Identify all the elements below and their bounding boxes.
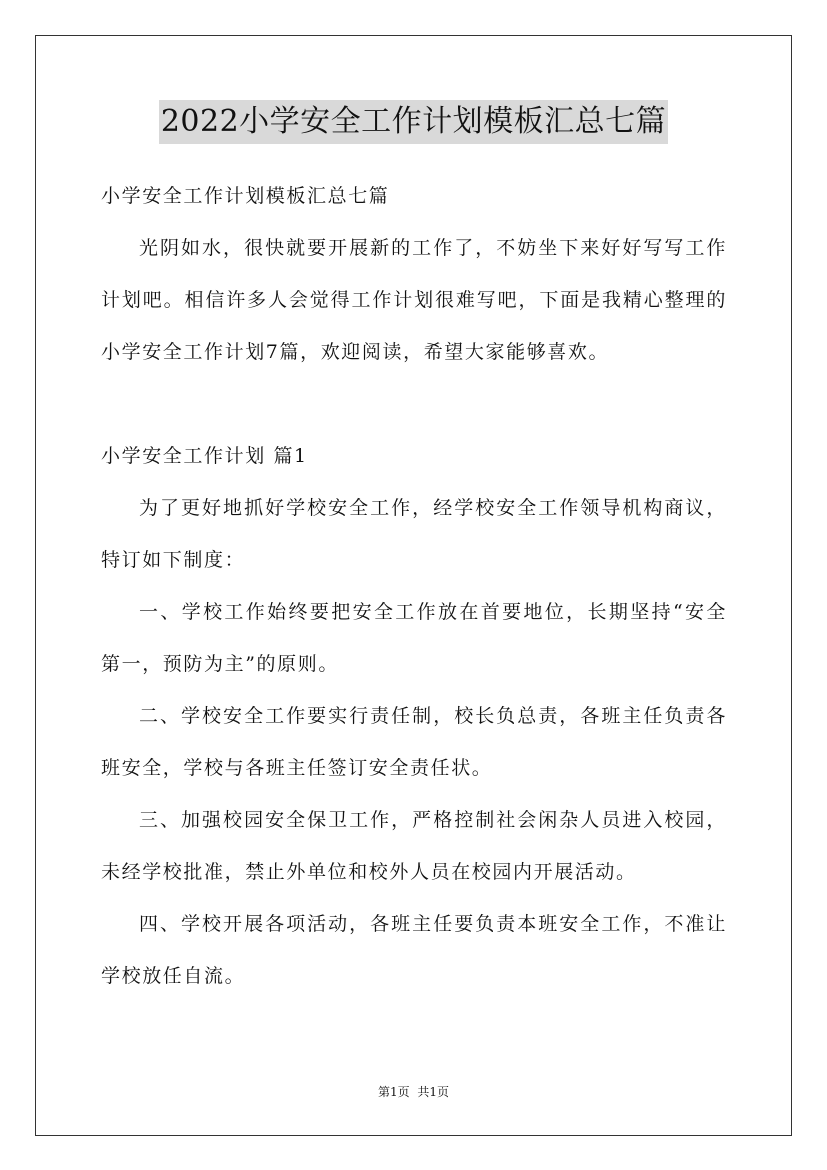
paragraph-5: 四、学校开展各项活动，各班主任要负责本班安全工作，不准让学校放任自流。 <box>101 913 727 987</box>
section-heading: 小学安全工作计划 篇1 <box>101 445 308 467</box>
paragraph-3: 二、学校安全工作要实行责任制，校长负总责，各班主任负责各班安全，学校与各班主任签订安全责任状。 <box>101 705 727 779</box>
title-container <box>0 100 827 144</box>
page-total: 共1页 <box>417 1085 450 1099</box>
intro-paragraph: 光阴如水，很快就要开展新的工作了，不妨坐下来好好写写工作计划吧。相信许多人会觉得工作计划很难写吧，下面是我精心整理的小学安全工作计划7篇，欢迎阅读，希望大家能够喜欢。 <box>101 237 727 363</box>
paragraph-2: 一、学校工作始终要把安全工作放在首要地位，长期坚持“安全第一，预防为主”的原则。 <box>101 601 727 675</box>
document-title: 2022小学安全工作计划模板汇总七篇 <box>159 100 668 144</box>
section-gap <box>101 378 727 430</box>
paragraph-4: 三、加强校园安全保卫工作，严格控制社会闲杂人员进入校园，未经学校批准，禁止外单位和校外人员在校园内开展活动。 <box>101 809 727 883</box>
page-footer <box>0 1083 827 1100</box>
document-body <box>101 170 727 1002</box>
paragraph-1: 为了更好地抓好学校安全工作，经学校安全工作领导机构商议，特订如下制度： <box>101 497 727 571</box>
page-number: 第1页 <box>377 1085 410 1099</box>
subtitle: 小学安全工作计划模板汇总七篇 <box>101 185 390 207</box>
